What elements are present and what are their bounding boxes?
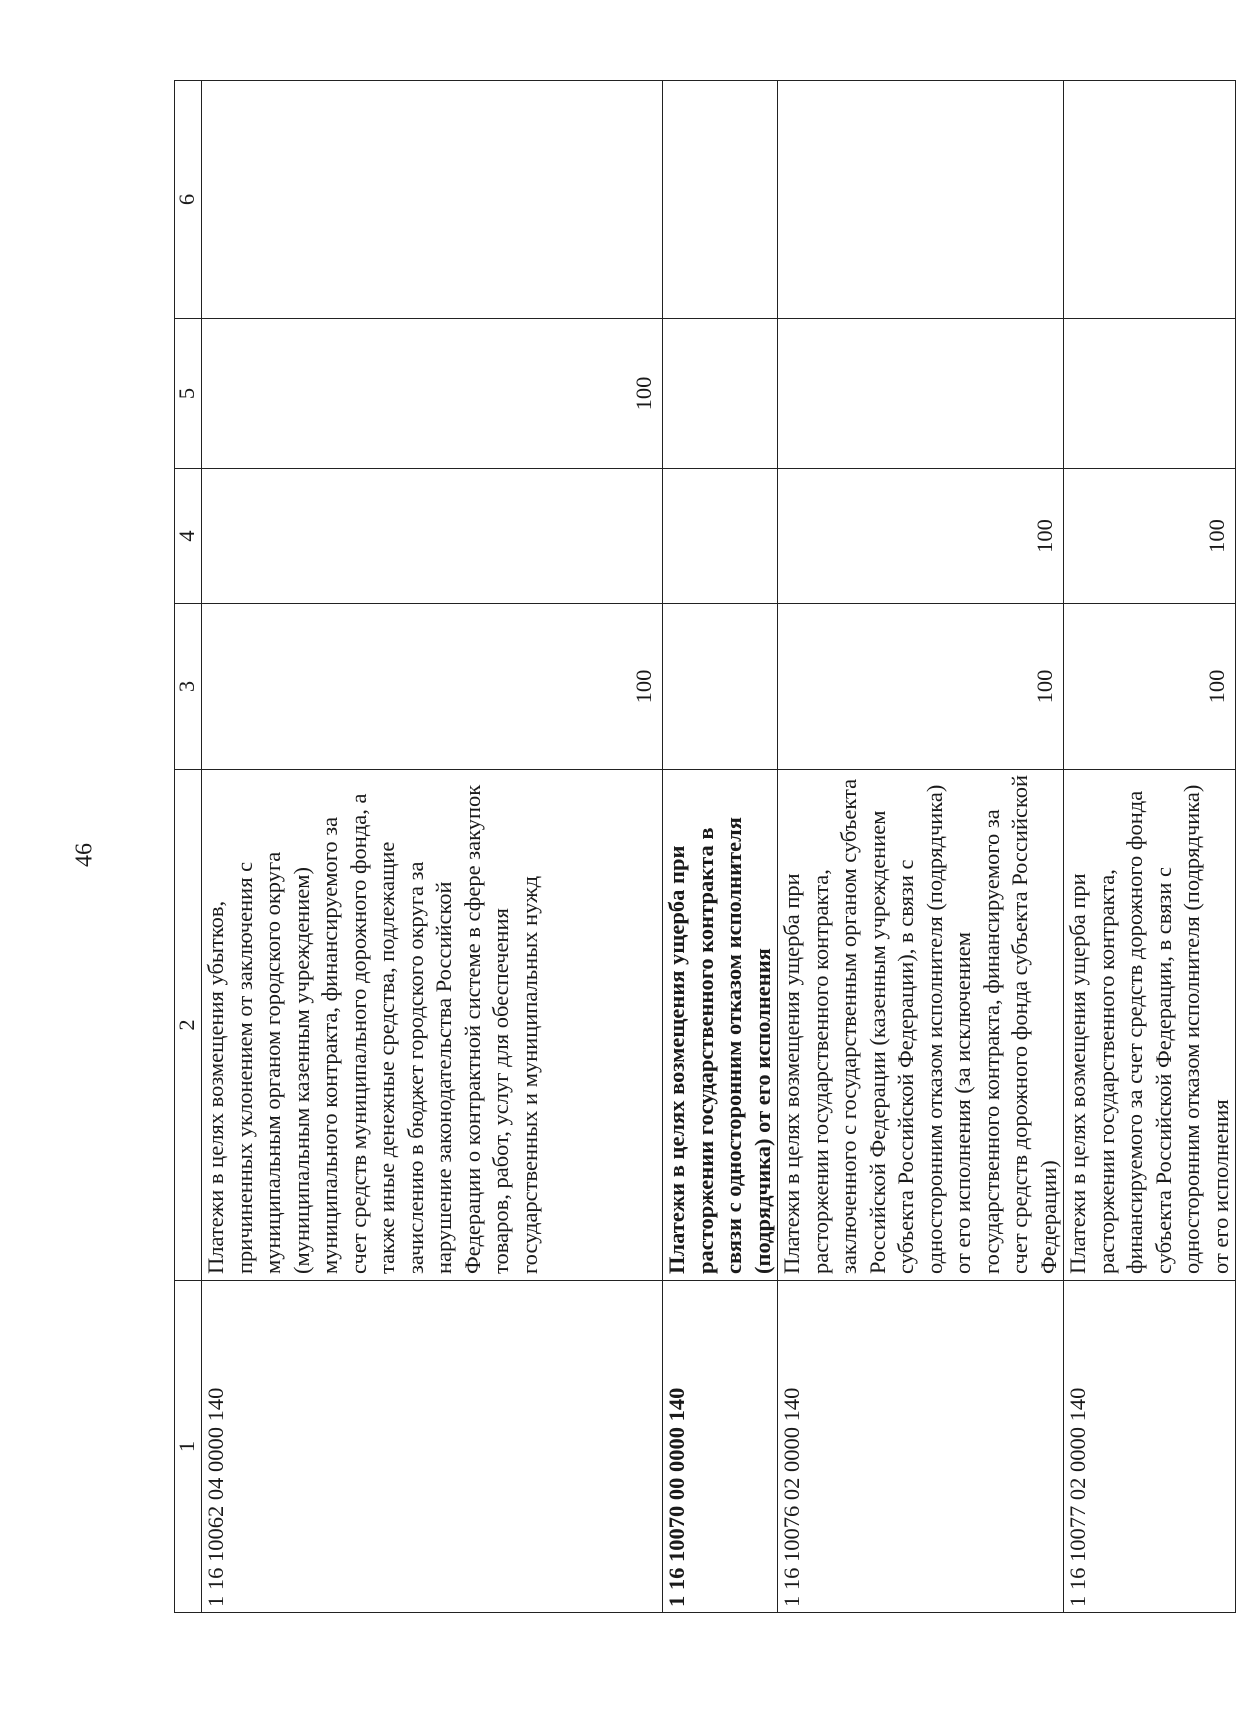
value-col-4 — [663, 469, 778, 604]
header-col-1: 1 — [175, 1281, 202, 1613]
revenue-codes-table — [174, 80, 1236, 1613]
page-number: 46 — [71, 843, 98, 867]
payment-description: Платежи в целях возмещения ущерба при расторжении государственного контракта, финансируемого за счет средств дорожного фонда субъекта Российской Федерации, в связи с односторонним отказом исполнителя (подрядчика) от его исполнения — [1064, 770, 1236, 1281]
header-row — [175, 81, 202, 1613]
value-col-3: 100 — [778, 604, 1064, 770]
value-col-3: 100 — [202, 604, 663, 770]
rotated-table-container — [174, 81, 1233, 1613]
value-col-4 — [202, 469, 663, 604]
value-col-6 — [202, 81, 663, 319]
header-col-2: 2 — [175, 770, 202, 1281]
payment-description: Платежи в целях возмещения ущерба при расторжении государственного контракта, заключенного с государственным органом субъекта Российской Федерации (казенным учреждением субъекта Российской Федерации), в связи с односторонним отказом исполнителя (подрядчика) от его исполнения (за исключением государственного контракта, финансируемого за счет средств дорожного фонда субъекта Российской Федерации) — [778, 770, 1064, 1281]
header-col-5: 5 — [175, 319, 202, 469]
value-col-3: 100 — [1064, 604, 1236, 770]
value-col-6 — [1064, 81, 1236, 319]
header-col-6: 6 — [175, 81, 202, 319]
value-col-3 — [663, 604, 778, 770]
value-col-6 — [663, 81, 778, 319]
value-col-6 — [778, 81, 1064, 319]
table-row — [663, 81, 778, 1613]
payment-description: Платежи в целях возмещения ущерба при расторжении государственного контракта в связи с односторонним отказом исполнителя (подрядчика) от его исполнения — [663, 770, 778, 1281]
value-col-4: 100 — [778, 469, 1064, 604]
value-col-5 — [1064, 319, 1236, 469]
table-row — [778, 81, 1064, 1613]
value-col-5: 100 — [202, 319, 663, 469]
header-col-3: 3 — [175, 604, 202, 770]
value-col-4: 100 — [1064, 469, 1236, 604]
table-row — [1064, 81, 1236, 1613]
payment-description: Платежи в целях возмещения убытков, причиненных уклонением от заключения с муниципальным органом городского округа (муниципальным казенным учреждением) муниципального контракта, финансируемого за счет средств муниципального дорожного фонда, а также иные денежные средства, подлежащие зачислению в бюджет городского округа за нарушение законодательства Российской Федерации о контрактной системе в сфере закупок товаров, работ, услуг для обеспечения государственных и муниципальных нужд — [202, 770, 663, 1281]
kbk-code: 1 16 10070 00 0000 140 — [663, 1281, 778, 1613]
value-col-5 — [663, 319, 778, 469]
kbk-code: 1 16 10062 04 0000 140 — [202, 1281, 663, 1613]
kbk-code: 1 16 10076 02 0000 140 — [778, 1281, 1064, 1613]
value-col-5 — [778, 319, 1064, 469]
table-row — [202, 81, 663, 1613]
kbk-code: 1 16 10077 02 0000 140 — [1064, 1281, 1236, 1613]
header-col-4: 4 — [175, 469, 202, 604]
